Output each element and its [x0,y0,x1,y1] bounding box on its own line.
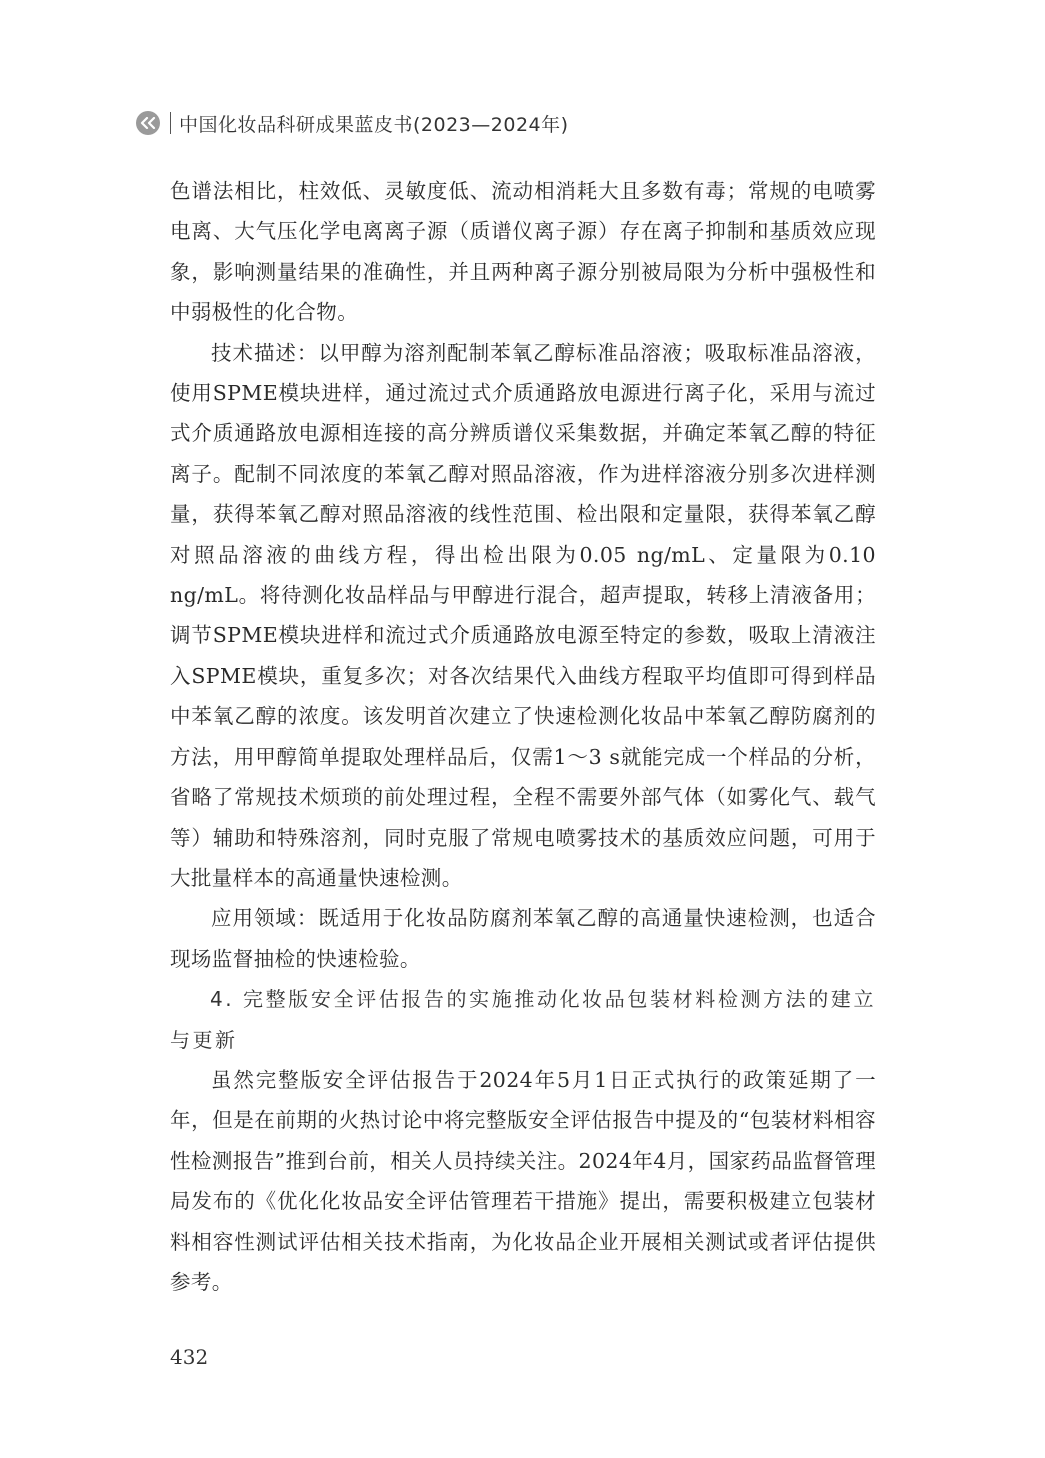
book-title: 中国化妆品科研成果蓝皮书(2023—2024年) [179,113,569,136]
section-heading: 4. 完整版安全评估报告的实施推动化妆品包装材料检测方法的建立与更新 [170,987,876,1052]
double-chevron-left-icon [136,111,160,135]
paragraph-technical-description: 技术描述：以甲醇为溶剂配制苯氧乙醇标准品溶液；吸取标准品溶液，使用SPME模块进样，通过流过式介质通路放电源进行离子化，采用与流过式介质通路放电源相连接的高分辨质谱仪采集数据，并确定苯氧乙醇的特征离子。配制不同浓度的苯氧乙醇对照品溶液，作为进样溶液分别多次进样测量，获得苯氧乙醇对照品溶液的线性范围、检出限和定量限，获得苯氧乙醇对照品溶液的曲线方程，得出检出限为0.05 ng/mL、定量限为0.10 ng/mL。将待测化妆品样品与甲醇进行混合，超声提取，转移上清液备用；调节SPME模块进样和流过式介质通路放电源至特定的参数，吸取上清液注入SPME模块，重复多次；对各次结果代入曲线方程取平均值即可得到样品中苯氧乙醇的浓度。该发明首次建立了快速检测化妆品中苯氧乙醇防腐剂的方法，用甲醇简单提取处理样品后，仅需1～3 s就能完成一个样品的分析，省略了常规技术烦琐的前处理过程，全程不需要外部气体（如雾化气、载气等）辅助和特殊溶剂，同时克服了常规电喷雾技术的基质效应问题，可用于大批量样本的高通量快速检测。 [170,340,876,890]
paragraph-safety-assessment: 虽然完整版安全评估报告于2024年5月1日正式执行的政策延期了一年，但是在前期的火热讨论中将完整版安全评估报告中提及的“包装材料相容性检测报告”推到台前，相关人员持续关注。2024年4月，国家药品监督管理局发布的《优化化妆品安全评估管理若干措施》提出，需要积极建立包装材料相容性测试评估相关技术指南，为化妆品企业开展相关测试或者评估提供参考。 [170,1067,876,1294]
running-header [136,106,569,140]
page-body [170,171,876,1302]
page-number: 432 [170,1345,209,1369]
paragraph-continued: 色谱法相比，柱效低、灵敏度低、流动相消耗大且多数有毒；常规的电喷雾电离、大气压化学电离离子源（质谱仪离子源）存在离子抑制和基质效应现象，影响测量结果的准确性，并且两种离子源分别被局限为分析中强极性和中弱极性的化合物。 [170,179,876,325]
header-divider [170,112,171,134]
paragraph-application-field: 应用领域：既适用于化妆品防腐剂苯氧乙醇的高通量快速检测，也适合现场监督抽检的快速检验。 [170,906,876,971]
